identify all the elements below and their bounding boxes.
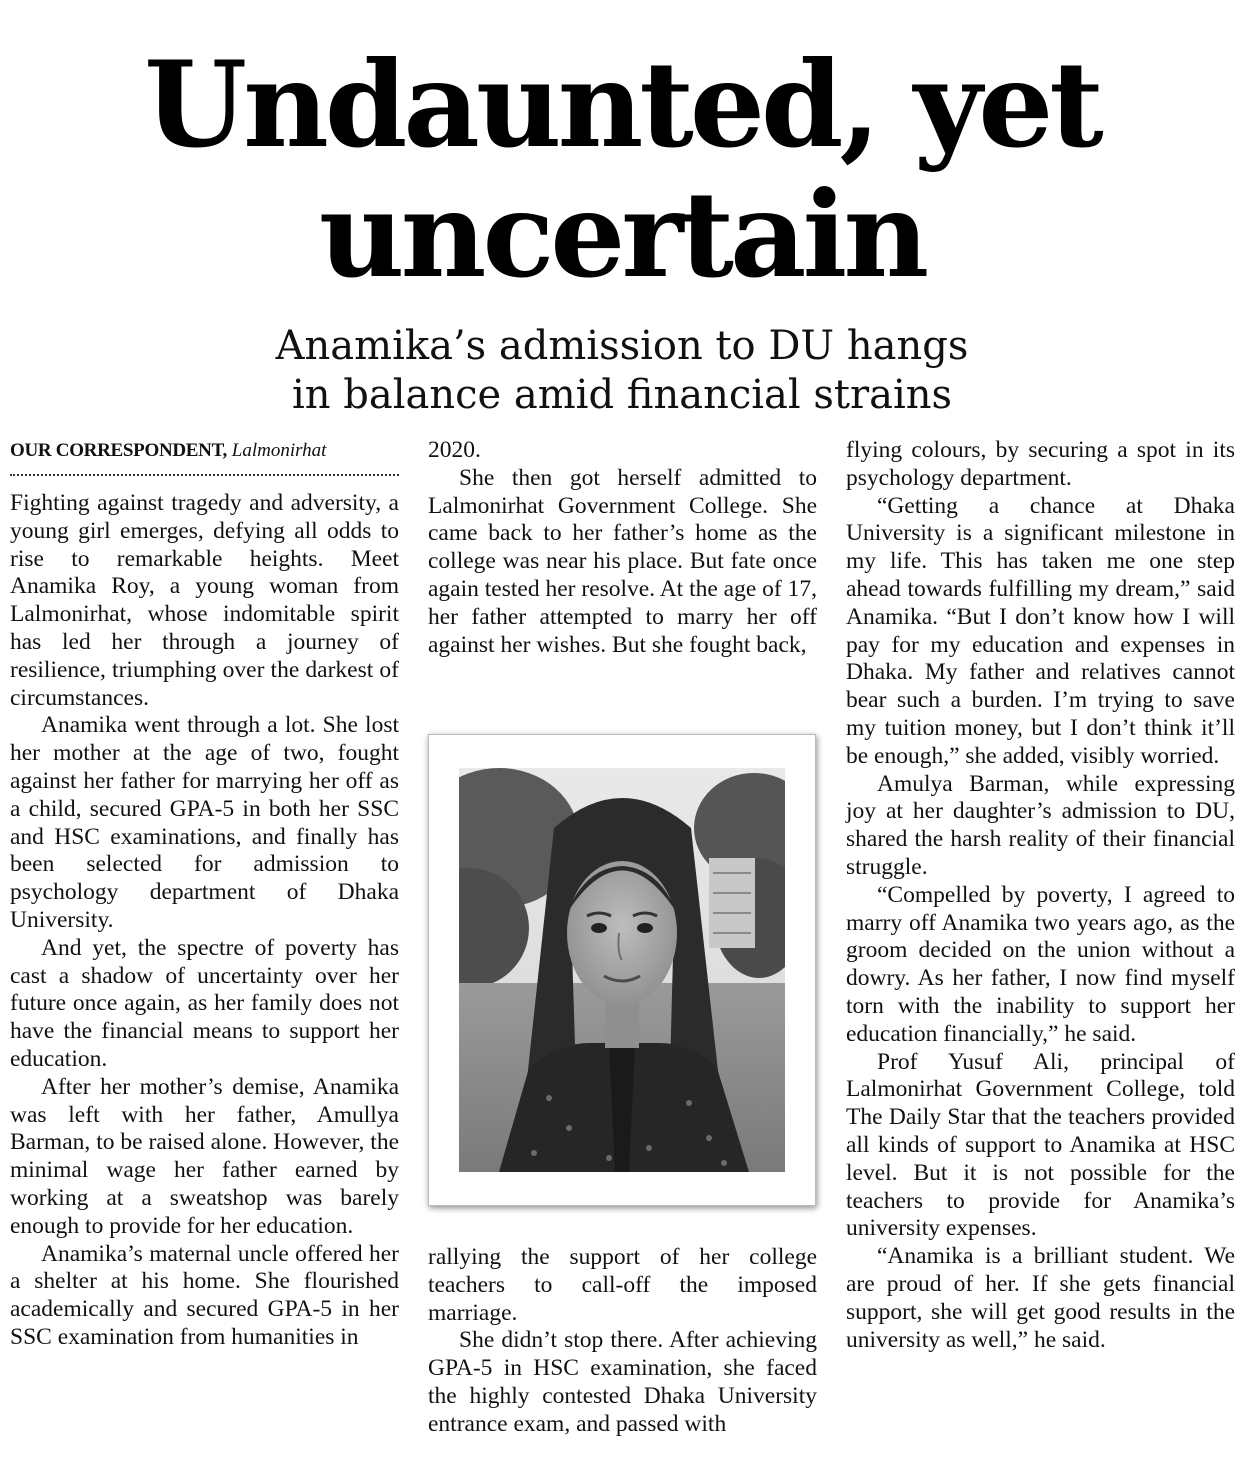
byline-name: OUR CORRESPONDENT, xyxy=(10,440,227,461)
paragraph: flying colours, by securing a spot in its psychology department. xyxy=(846,437,1235,491)
portrait-photo xyxy=(459,768,785,1172)
article-column-3 xyxy=(846,437,1235,1354)
headline-line-2: uncertain xyxy=(318,165,926,304)
byline-divider xyxy=(10,474,399,476)
paragraph: Anamika went through a lot. She lost her mother at the age of two, fought against her father for marrying her off as a child, secured GPA-5 in both her SSC and HSC examinations, and finally has been selected for admission to psychology department of Dhaka University. xyxy=(10,712,399,933)
headline-line-1: Undaunted, yet xyxy=(144,35,1100,174)
byline xyxy=(10,438,399,464)
article-column-2-top xyxy=(428,437,817,659)
paragraph: After her mother’s demise, Anamika was left with her father, Amullya Barman, to be raised alone. However, the minimal wage her father earned by working at a sweatshop was barely enough to provide for her education. xyxy=(10,1073,399,1239)
headline xyxy=(0,35,1244,304)
paragraph: She didn’t stop there. After achieving GPA-5 in HSC examination, she faced the highly contested Dhaka University entrance exam, and passed with xyxy=(428,1327,817,1437)
byline-place: Lalmonirhat xyxy=(231,440,327,461)
paragraph: And yet, the spectre of poverty has cast a shadow of uncertainty over her future once again, as her family does not have the financial means to support her education. xyxy=(10,934,399,1072)
paragraph: Amulya Barman, while expressing joy at her daughter’s admission to DU, shared the harsh reality of their financial struggle. xyxy=(846,770,1235,880)
article-column-1 xyxy=(10,490,399,1352)
subheadline xyxy=(0,322,1244,420)
photo-frame xyxy=(428,734,816,1206)
paragraph: “Anamika is a brilliant student. We are proud of her. If she gets financial support, she will get good results in the university as well,” he said. xyxy=(846,1243,1235,1353)
paragraph: Prof Yusuf Ali, principal of Lalmonirhat Government College, told The Daily Star that the teachers provided all kinds of support to Anamika at HSC level. But it is not possible for the teachers to provide for Anamika’s university expenses. xyxy=(846,1048,1235,1242)
paragraph: rallying the support of her college teachers to call-off the imposed marriage. xyxy=(428,1244,817,1326)
article-column-2-bottom xyxy=(428,1244,817,1439)
subheadline-line-1: Anamika’s admission to DU hangs xyxy=(275,323,969,369)
paragraph: “Compelled by poverty, I agreed to marry off Anamika two years ago, as the groom decided on the union without a dowry. As her father, I now find myself torn with the inability to support her education financially,” he said. xyxy=(846,881,1235,1047)
paragraph: “Getting a chance at Dhaka University is a significant milestone in my life. This has taken me one step ahead towards fulfilling my dream,” said Anamika. “But I don’t know how I will pay for my education and expenses in Dhaka. My father and relatives cannot bear such a burden. I’m trying to save my tuition money, but I don’t think it’ll be enough,” she added, visibly worried. xyxy=(846,492,1235,769)
paragraph: 2020. xyxy=(428,437,481,463)
paragraph: She then got herself admitted to Lalmonirhat Government College. She came back to her father’s home as the college was near his place. But fate once again tested her resolve. At the age of 17, her father attempted to marry her off against her wishes. But she fought back, xyxy=(428,464,817,658)
paragraph: Anamika’s maternal uncle offered her a shelter at his home. She flourished academically and secured GPA-5 in her SSC examination from humanities in xyxy=(10,1240,399,1350)
paragraph: Fighting against tragedy and adversity, a young girl emerges, defying all odds to rise to remarkable heights. Meet Anamika Roy, a young woman from Lalmonirhat, whose indomitable spirit has led her through a journey of resilience, triumphing over the darkest of circumstances. xyxy=(10,490,399,711)
subheadline-line-2: in balance amid financial strains xyxy=(291,372,953,418)
